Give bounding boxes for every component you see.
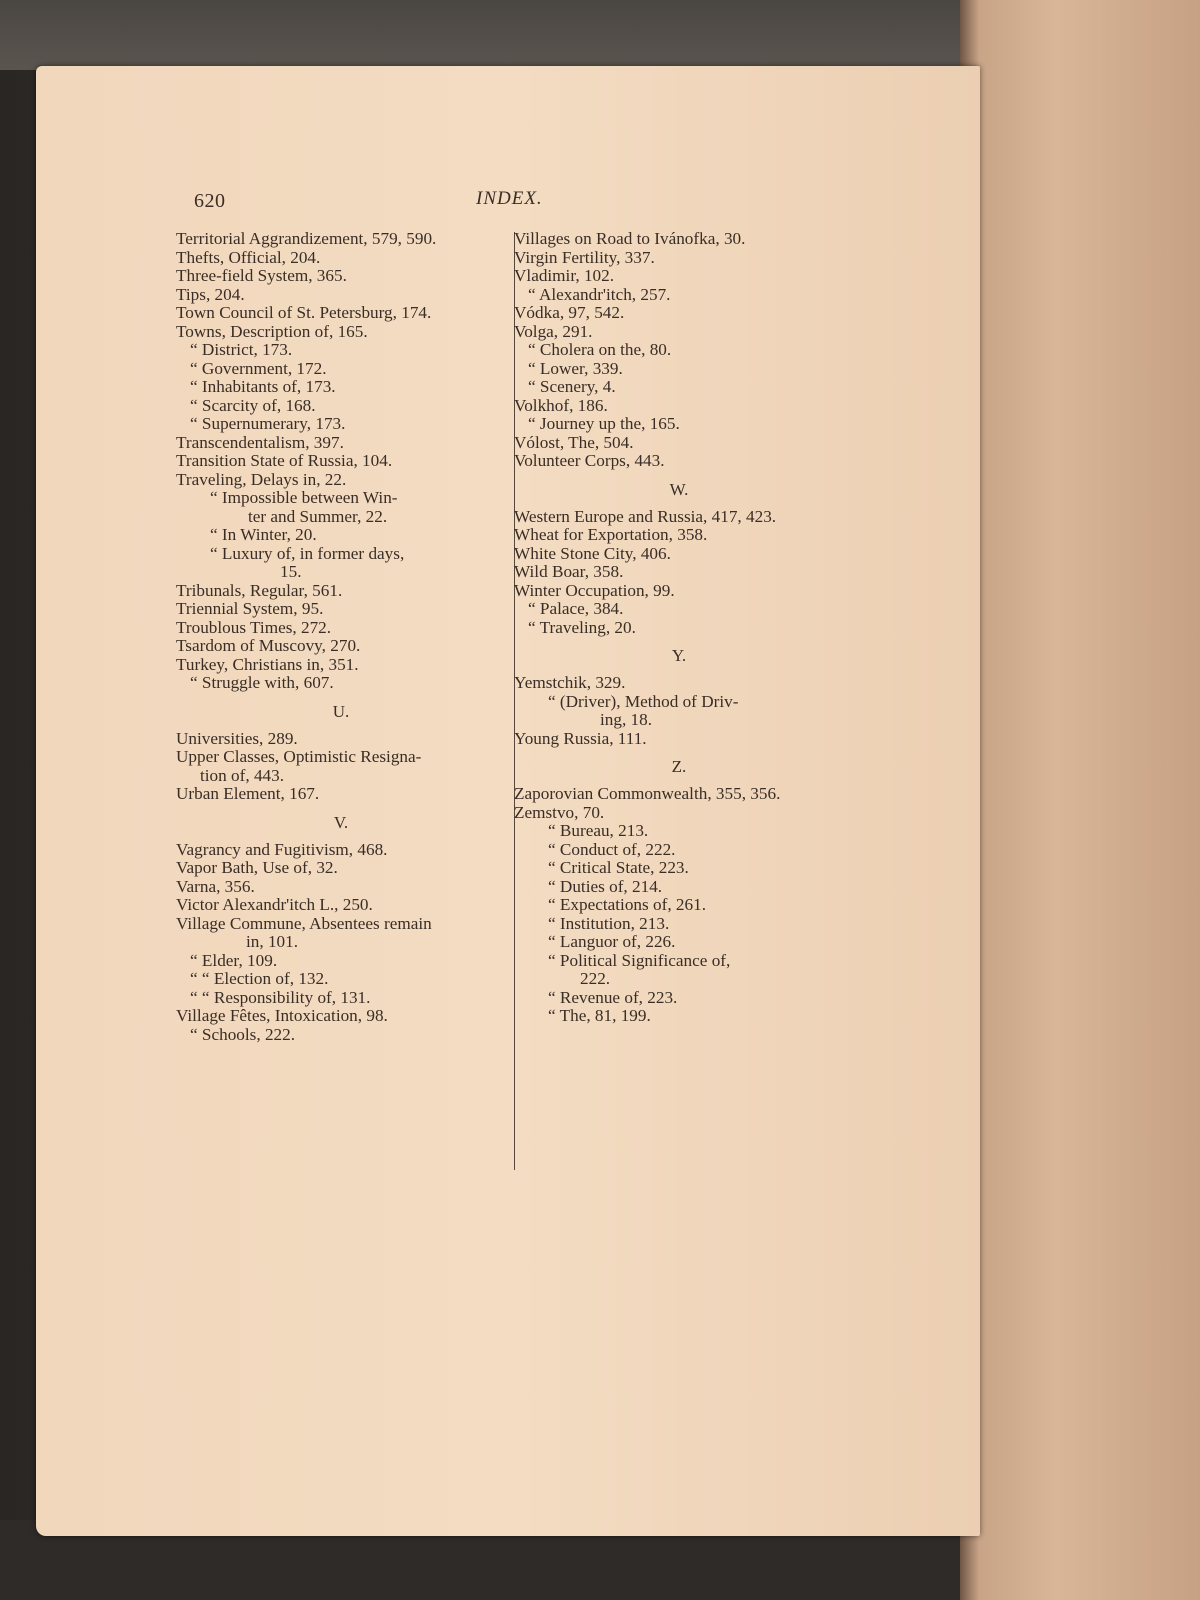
index-entry: Village Fêtes, Intoxication, 98. [176, 1006, 388, 1025]
book-page [36, 66, 980, 1536]
index-entry: Tips, 204. [176, 284, 245, 304]
index-entry: “ Cholera on the, 80. [528, 340, 672, 359]
index-entry: “ In Winter, 20. [210, 525, 317, 544]
index-entry: “ Elder, 109. [190, 950, 278, 970]
index-entry: “ Luxury of, in former days, [210, 543, 405, 563]
index-entry: “ Conduct of, 222. [548, 839, 676, 859]
running-head: INDEX. [476, 188, 543, 209]
index-entry: “ (Driver), Method of Driv- [548, 691, 739, 711]
index-entry: ing, 18. [600, 710, 653, 729]
index-entry: Volga, 291. [514, 321, 593, 341]
index-letter-heading: Z. [671, 757, 687, 776]
index-entry: Tsardom of Muscovy, 270. [176, 636, 361, 655]
index-entry: Vladimir, 102. [514, 266, 615, 285]
index-entry: Tribunals, Regular, 561. [176, 580, 343, 600]
index-entry: “ Traveling, 20. [528, 617, 636, 637]
index-entry: “ Duties of, 214. [548, 876, 663, 896]
index-entry: Transcendentalism, 397. [176, 432, 344, 452]
index-entry: Vódka, 97, 542. [514, 303, 625, 322]
index-entry: “ Revenue of, 223. [548, 987, 678, 1007]
index-entry: Towns, Description of, 165. [176, 321, 368, 341]
page-number: 620 [194, 190, 226, 212]
index-entry: “ The, 81, 199. [548, 1006, 651, 1025]
index-entry: “ Alexandr'itch, 257. [528, 284, 671, 304]
index-entry: Wheat for Exportation, 358. [514, 525, 708, 544]
index-entry: “ Journey up the, 165. [528, 414, 680, 433]
index-entry: “ Struggle with, 607. [190, 673, 334, 692]
index-entry: Western Europe and Russia, 417, 423. [514, 506, 777, 526]
index-entry: Territorial Aggrandizement, 579, 590. [176, 229, 437, 248]
index-entry: Zaporovian Commonwealth, 355, 356. [514, 784, 781, 803]
index-entry: Vapor Bath, Use of, 32. [176, 858, 338, 877]
index-column-right [514, 230, 844, 1026]
index-entry: Triennial System, 95. [176, 599, 324, 618]
index-entry: Upper Classes, Optimistic Resigna- [176, 747, 422, 766]
index-entry: 222. [580, 969, 611, 988]
facing-page-edge [960, 0, 1200, 1600]
index-letter-heading: U. [332, 701, 350, 721]
index-entry: Troublous Times, 272. [176, 617, 332, 637]
index-entry: “ Lower, 339. [528, 358, 623, 378]
index-entry: “ Scarcity of, 168. [190, 395, 316, 415]
index-entry: Traveling, Delays in, 22. [176, 469, 347, 489]
index-entry: tion of, 443. [200, 765, 285, 785]
index-entry: 15. [280, 562, 302, 581]
index-entry: Virgin Fertility, 337. [514, 247, 655, 267]
index-entry: Wild Boar, 358. [514, 562, 624, 581]
index-entry: Village Commune, Absentees remain [176, 913, 432, 933]
index-entry: in, 101. [246, 932, 299, 951]
index-entry: “ Government, 172. [190, 358, 327, 378]
index-entry: Urban Element, 167. [176, 784, 320, 803]
index-letter-heading: V. [333, 812, 349, 832]
index-entry: Volkhof, 186. [514, 395, 608, 415]
index-entry: Universities, 289. [176, 728, 298, 748]
index-entry: ter and Summer, 22. [248, 506, 388, 526]
index-entry: Three-field System, 365. [176, 266, 347, 285]
index-entry: “ Schools, 222. [190, 1024, 296, 1044]
index-entry: White Stone City, 406. [514, 543, 671, 563]
index-entry: Young Russia, 111. [514, 728, 647, 748]
index-entry: “ “ Responsibility of, 131. [190, 987, 371, 1007]
index-entry: “ Supernumerary, 173. [190, 414, 346, 433]
index-entry: Winter Occupation, 99. [514, 580, 675, 600]
index-entry: Turkey, Christians in, 351. [176, 654, 359, 674]
index-letter-heading: W. [669, 479, 689, 499]
index-entry: “ Political Significance of, [548, 950, 731, 970]
index-entry: “ Expectations of, 261. [548, 895, 706, 914]
index-entry: “ Impossible between Win- [210, 488, 398, 507]
index-entry: Villages on Road to Ivánofka, 30. [514, 229, 746, 248]
index-entry: Yemstchik, 329. [514, 673, 626, 692]
index-entry: “ District, 173. [190, 340, 293, 359]
index-entry: Thefts, Official, 204. [176, 247, 321, 267]
index-column-left [176, 230, 506, 1044]
index-entry: Varna, 356. [176, 876, 255, 896]
index-entry: Transition State of Russia, 104. [176, 451, 393, 470]
index-letter-heading: Y. [671, 646, 687, 665]
index-entry: “ “ Election of, 132. [190, 969, 329, 988]
index-entry: “ Institution, 213. [548, 913, 670, 933]
index-entry: Victor Alexandr'itch L., 250. [176, 895, 373, 914]
index-entry: Town Council of St. Petersburg, 174. [176, 303, 432, 322]
index-entry: “ Palace, 384. [528, 599, 624, 618]
index-entry: “ Scenery, 4. [528, 377, 616, 396]
index-entry: Zemstvo, 70. [514, 802, 605, 822]
index-entry: Vólost, The, 504. [514, 432, 634, 452]
index-entry: “ Languor of, 226. [548, 932, 676, 951]
index-entry: “ Critical State, 223. [548, 858, 689, 877]
index-entry: “ Bureau, 213. [548, 821, 649, 840]
index-entry: “ Inhabitants of, 173. [190, 377, 336, 396]
index-entry: Vagrancy and Fugitivism, 468. [176, 839, 388, 859]
index-entry: Volunteer Corps, 443. [514, 451, 665, 470]
